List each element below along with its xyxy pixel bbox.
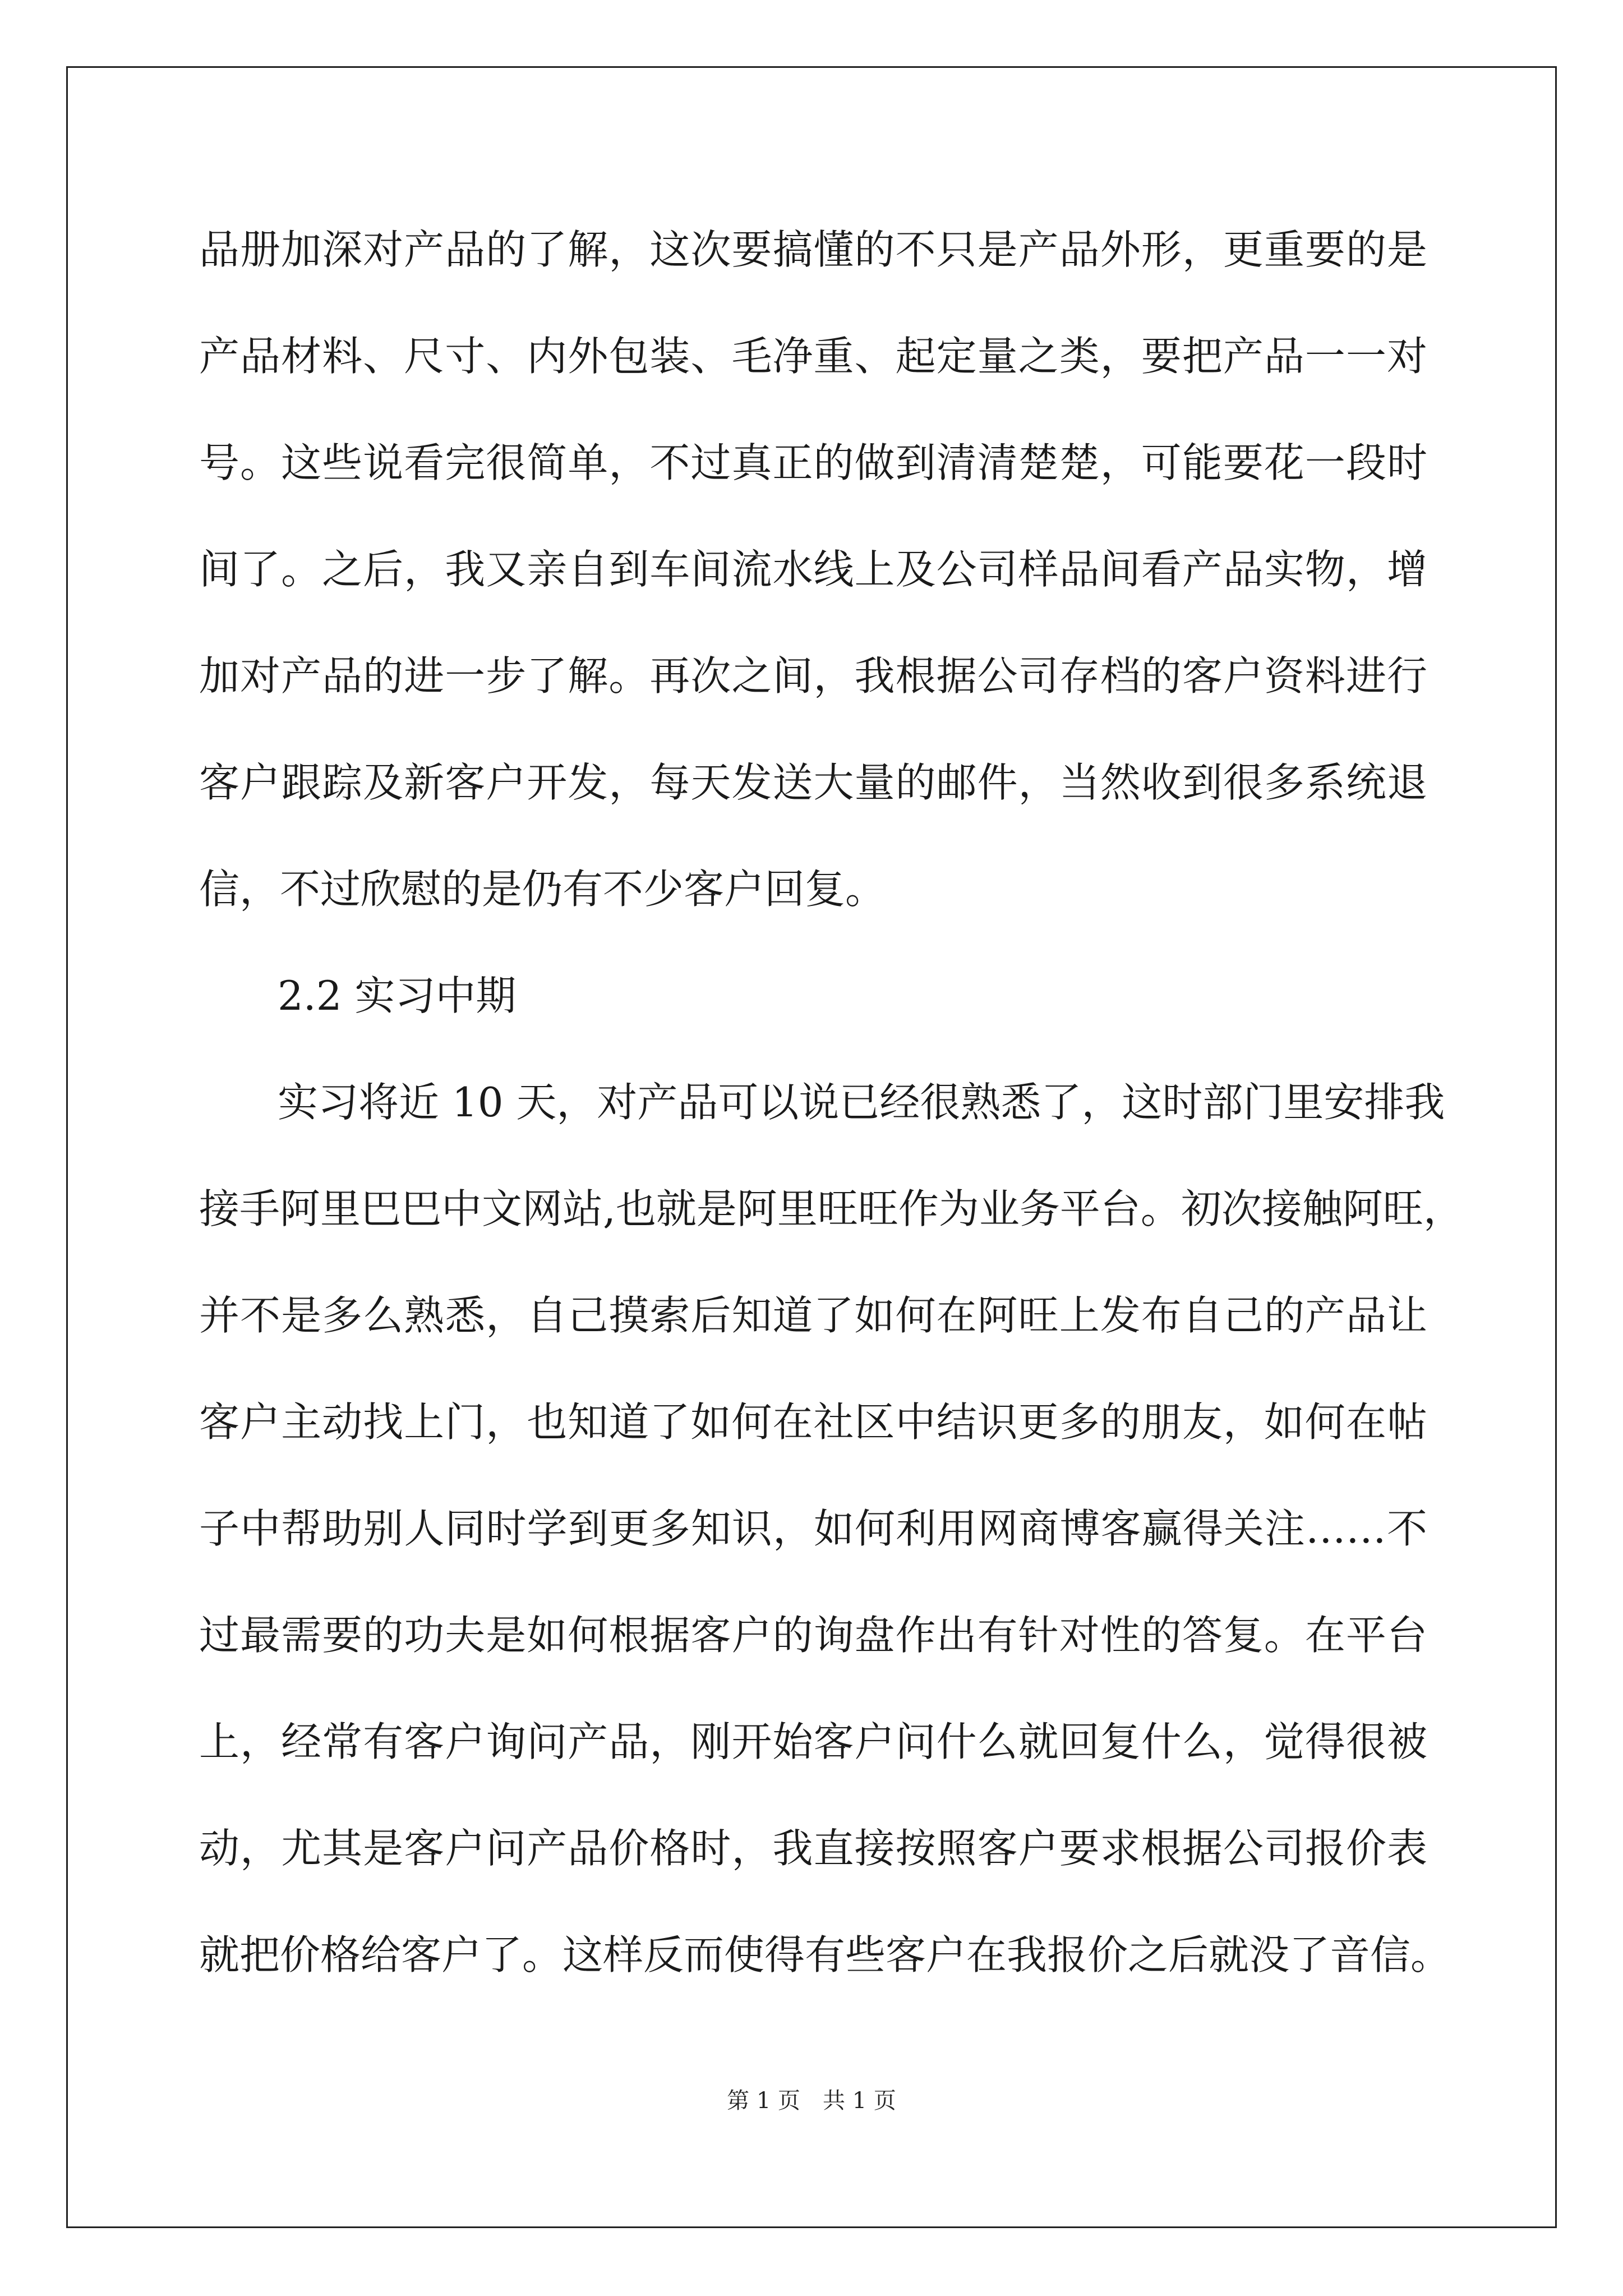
paragraph-line: 过最需要的功夫是如何根据客户的询盘作出有针对性的答复。在平台: [199, 1612, 1427, 1659]
paragraph-line: 号。这些说看完很简单，不过真正的做到清清楚楚，可能要花一段时: [199, 439, 1427, 486]
paragraph-line: 动，尤其是客户问产品价格时，我直接按照客户要求根据公司报价表: [199, 1825, 1427, 1872]
paragraph-line: 上，经常有客户询问产品，刚开始客户问什么就回复什么，觉得很被: [199, 1718, 1427, 1765]
paragraph-line: 就把价格给客户了。这样反而使得有些客户在我报价之后就没了音信。: [199, 1931, 1451, 1978]
paragraph-line: 品册加深对产品的了解，这次要搞懂的不只是产品外形，更重要的是: [199, 226, 1427, 273]
paragraph-line: 信，不过欣慰的是仍有不少客户回复。: [199, 866, 886, 913]
paragraph-line: 产品材料、尺寸、内外包装、毛净重、起定量之类，要把产品一一对: [199, 333, 1427, 380]
paragraph-line: 间了。之后，我又亲自到车间流水线上及公司样品间看产品实物，增: [199, 546, 1427, 593]
paragraph-line: 实习将近 10 天，对产品可以说已经很熟悉了，这时部门里安排我: [278, 1079, 1445, 1126]
paragraph-line: 子中帮助别人同时学到更多知识，如何利用网商博客赢得关注……不: [199, 1505, 1427, 1552]
paragraph-line: 加对产品的进一步了解。再次之间，我根据公司存档的客户资料进行: [199, 652, 1427, 700]
paragraph-line: 客户主动找上门，也知道了如何在社区中结识更多的朋友，如何在帖: [199, 1398, 1427, 1446]
paragraph-line: 并不是多么熟悉，自己摸索后知道了如何在阿旺上发布自己的产品让: [199, 1292, 1427, 1339]
paragraph-line: 客户跟踪及新客户开发，每天发送大量的邮件，当然收到很多系统退: [199, 759, 1427, 806]
section-heading: 2.2 实习中期: [278, 972, 517, 1019]
paragraph-line: 接手阿里巴巴中文网站,也就是阿里旺旺作为业务平台。初次接触阿旺，: [199, 1185, 1464, 1232]
page-footer: 第 1 页 共 1 页: [727, 2088, 896, 2114]
document-body: [199, 216, 1464, 2028]
